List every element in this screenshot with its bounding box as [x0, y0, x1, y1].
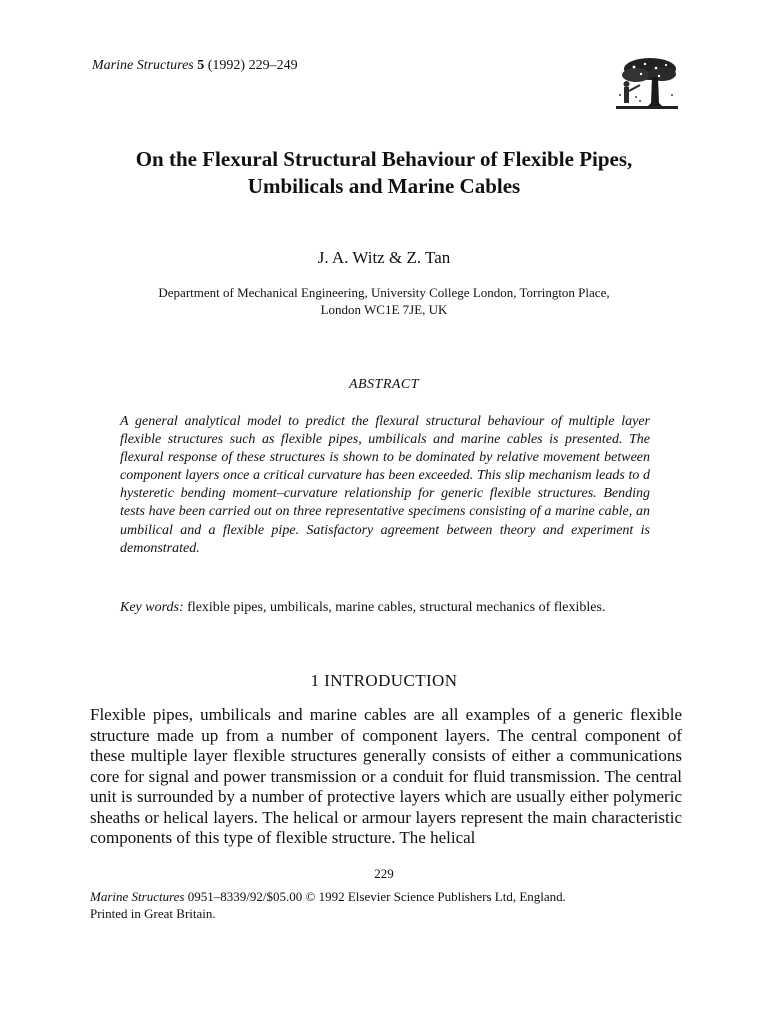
introduction-text: Flexible pipes, umbilicals and marine cables are all examples of a generic flexible structure made up from a number of component layers. The central component of these multiple layer flexible structures generally consists of either a communications core for signal and power transmission or a conduit for fluid transmission. The central unit is surrounded by a number of protective layers which are usually either polymeric sheaths or helical layers. The helical or armour layers represent the main characteristic components of this type of flexible structure. The helical [90, 705, 682, 847]
elsevier-tree-logo-icon [614, 55, 680, 111]
paper-title-line-2: Umbilicals and Marine Cables [247, 174, 521, 198]
abstract-text: A general analytical model to predict the flexural structural behaviour of multiple layer flexible structures such as flexible pipes, umbilicals and marine cables is presented. The flexural response of these structures is shown to be dominated by relative movement between component layers once a critical curvature has been exceeded. This slip mechanism leads to d hysteretic bending moment–curvature relationship for generic flexible structures. Bending tests have been carried out on three representative specimens consisting of a marine cable, an umbilical and a flexible pipe. Satisfactory agreement between theory and experiment is demonstrated. [120, 414, 650, 556]
keywords [120, 599, 650, 617]
paper-title-line-1: On the Flexural Structural Behaviour of Flexible Pipes, [135, 147, 633, 171]
keywords-label: Key words: [120, 600, 184, 615]
journal-reference [92, 58, 298, 74]
affiliation-line-2: London WC1E 7JE, UK [320, 302, 448, 317]
affiliation-line-1: Department of Mechanical Engineering, University College London, Torrington Place, [158, 285, 610, 300]
footer-code: 0951–8339/92/$05.00 © 1992 Elsevier Science Publishers Ltd, England. [187, 889, 566, 904]
journal-name: Marine Structures [92, 58, 194, 73]
journal-volume: 5 [197, 58, 205, 73]
author-affiliation [80, 284, 688, 318]
journal-year-pages: (1992) 229–249 [207, 58, 298, 73]
paper-authors: J. A. Witz & Z. Tan [317, 248, 451, 267]
section-heading-introduction: 1 INTRODUCTION [310, 671, 458, 690]
page-footer [90, 888, 690, 922]
paper-title [60, 146, 708, 200]
page-number: 229 [374, 866, 394, 881]
footer-line-1 [90, 888, 690, 905]
keywords-text: flexible pipes, umbilicals, marine cables, structural mechanics of flexibles. [187, 600, 606, 615]
footer-journal-name: Marine Structures [90, 889, 185, 904]
footer-printed: Printed in Great Britain. [90, 906, 216, 921]
abstract-heading: ABSTRACT [348, 377, 420, 392]
